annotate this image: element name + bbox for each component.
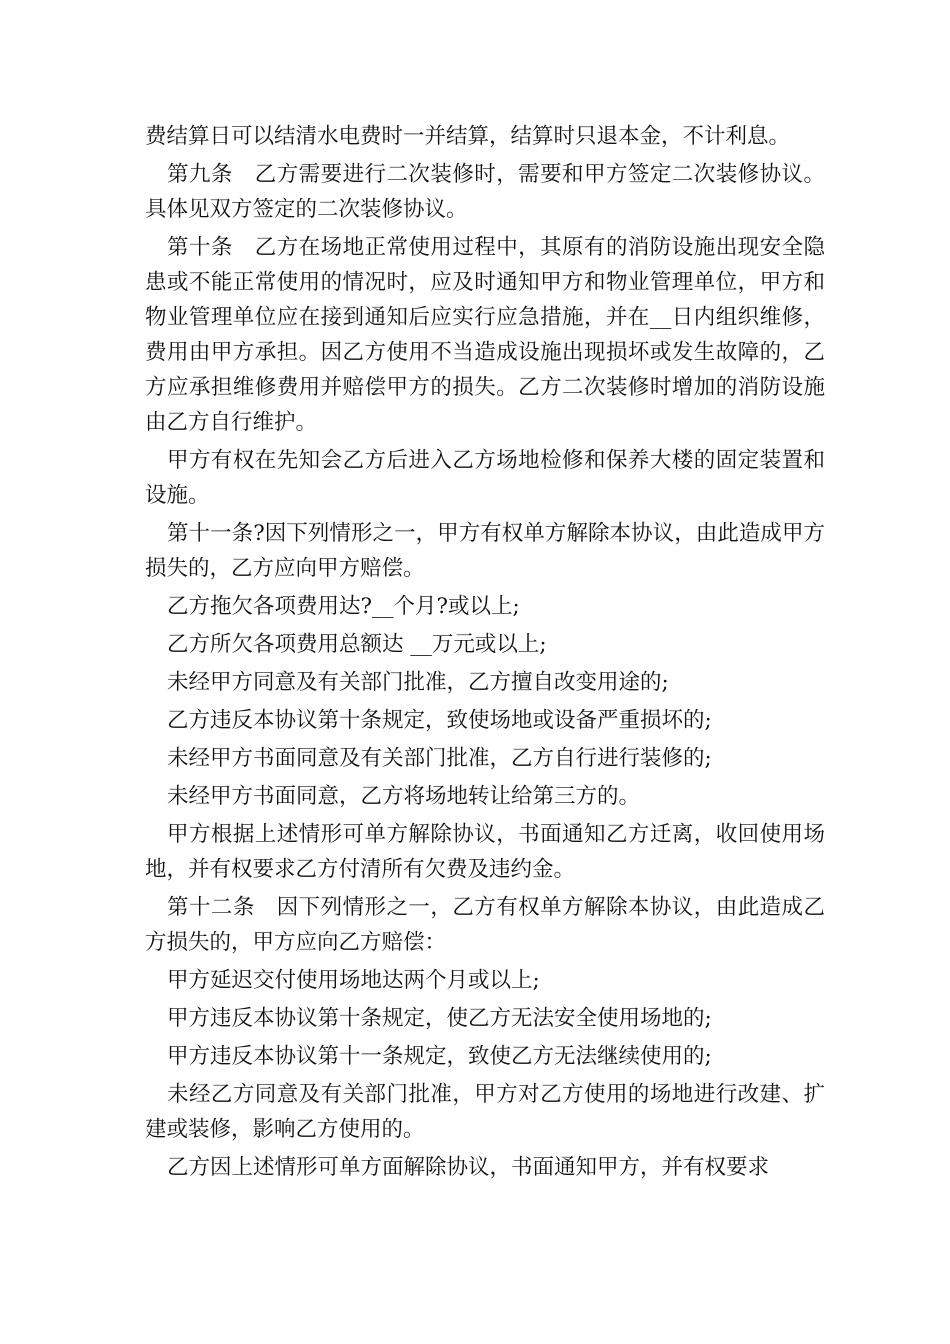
paragraph-inspection-right: 甲方有权在先知会乙方后进入乙方场地检修和保养大楼的固定装置和设施。 <box>145 448 825 508</box>
list-item-delayed-delivery: 甲方延迟交付使用场地达两个月或以上; <box>167 968 540 993</box>
list-item-arrears-amount: 乙方所欠各项费用总额达 __万元或以上; <box>167 632 547 657</box>
list-item-arrears-months: 乙方拖欠各项费用达?__个月?或以上; <box>167 594 520 619</box>
list-item-unsafe-use: 甲方违反本协议第十条规定，使乙方无法安全使用场地的; <box>167 1006 712 1031</box>
paragraph-article-9: 第九条 乙方需要进行二次装修时，需要和甲方签定二次装修协议。具体见双方签定的二次装修协议。 <box>145 162 825 222</box>
paragraph-article-11: 第十一条?因下列情形之一，甲方有权单方解除本协议，由此造成甲方损失的，乙方应向甲方赔偿。 <box>145 521 825 581</box>
paragraph-article-10: 第十条 乙方在场地正常使用过程中，其原有的消防设施出现安全隐患或不能正常使用的情况时，应及时通知甲方和物业管理单位，甲方和物业管理单位应在接到通知后应实行应急措施，并在__日内组织维修，费用由甲方承担。因乙方使用不当造成设施出现损坏或发生故障的，乙方应承担维修费用并赔偿甲方的损失。乙方二次装修时增加的消防设施由乙方自行维护。 <box>145 235 825 435</box>
list-item-change-use: 未经甲方同意及有关部门批准，乙方擅自改变用途的; <box>167 670 669 695</box>
paragraph-party-a-termination: 甲方根据上述情形可单方解除协议，书面通知乙方迁离，收回使用场地，并有权要求乙方付清所有欠费及违约金。 <box>145 822 825 882</box>
document-body <box>145 119 825 1188</box>
paragraph-party-b-termination: 乙方因上述情形可单方面解除协议，书面通知甲方，并有权要求 <box>167 1155 770 1180</box>
paragraph-article-12: 第十二条 因下列情形之一，乙方有权单方解除本协议，由此造成乙方损失的，甲方应向乙方赔偿： <box>145 895 825 955</box>
list-item-cannot-continue: 甲方违反本协议第十一条规定，致使乙方无法继续使用的; <box>167 1044 712 1069</box>
list-item-unauthorized-renovation: 未经甲方书面同意及有关部门批准，乙方自行进行装修的; <box>167 746 712 771</box>
list-item-alteration: 未经乙方同意及有关部门批准，甲方对乙方使用的场地进行改建、扩建或装修，影响乙方使用的。 <box>145 1082 825 1142</box>
list-item-transfer: 未经甲方书面同意，乙方将场地转让给第三方的。 <box>167 784 641 809</box>
paragraph-settlement-continued: 费结算日可以结清水电费时一并结算，结算时只退本金，不计利息。 <box>145 124 791 149</box>
list-item-damage: 乙方违反本协议第十条规定，致使场地或设备严重损坏的; <box>167 708 712 733</box>
